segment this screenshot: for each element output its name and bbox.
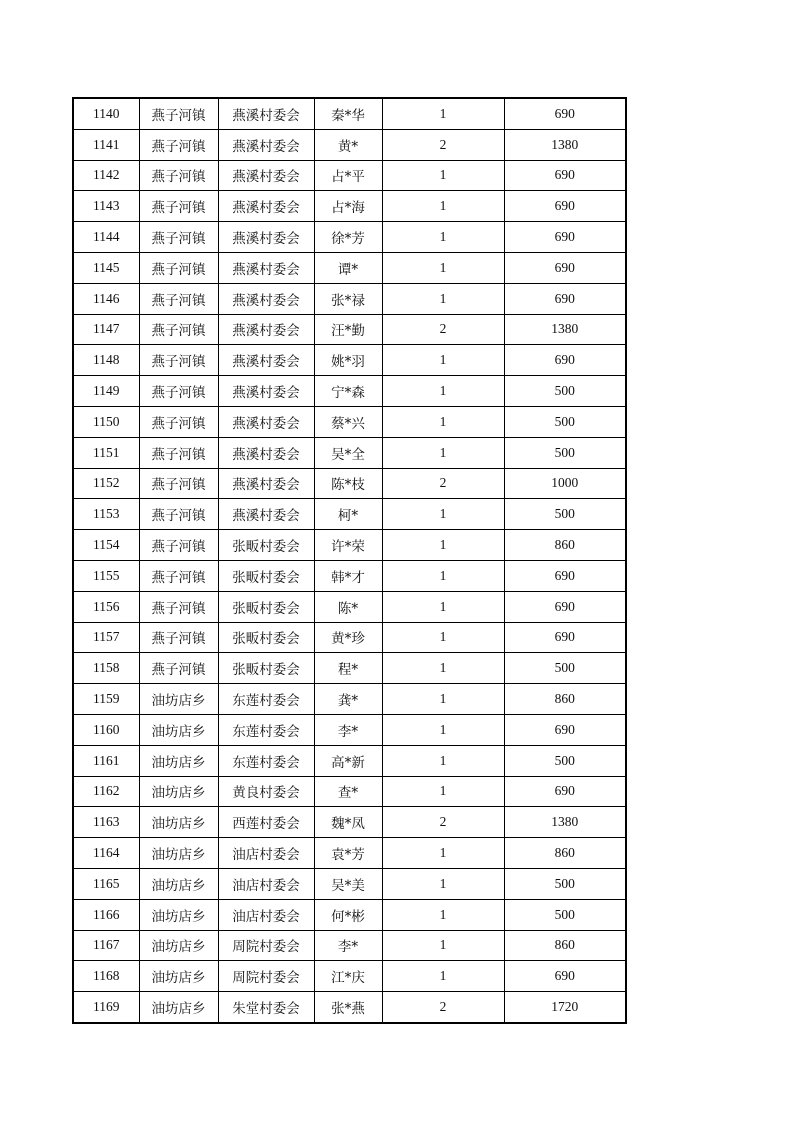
cell-township: 燕子河镇 xyxy=(139,160,218,191)
cell-township: 燕子河镇 xyxy=(139,406,218,437)
cell-person-name: 占*平 xyxy=(314,160,382,191)
cell-person-name: 查* xyxy=(314,776,382,807)
cell-household-count: 1 xyxy=(382,160,504,191)
cell-person-name: 吴*全 xyxy=(314,437,382,468)
cell-household-count: 1 xyxy=(382,345,504,376)
cell-household-count: 1 xyxy=(382,899,504,930)
cell-amount: 500 xyxy=(504,376,626,407)
cell-person-name: 程* xyxy=(314,653,382,684)
cell-serial-number: 1156 xyxy=(73,591,139,622)
table-row xyxy=(73,376,626,407)
cell-person-name: 姚*羽 xyxy=(314,345,382,376)
cell-village-committee: 燕溪村委会 xyxy=(218,283,314,314)
cell-serial-number: 1162 xyxy=(73,776,139,807)
cell-serial-number: 1166 xyxy=(73,899,139,930)
cell-person-name: 江*庆 xyxy=(314,961,382,992)
cell-township: 燕子河镇 xyxy=(139,345,218,376)
cell-serial-number: 1149 xyxy=(73,376,139,407)
cell-township: 油坊店乡 xyxy=(139,961,218,992)
cell-township: 燕子河镇 xyxy=(139,283,218,314)
cell-amount: 860 xyxy=(504,530,626,561)
cell-township: 燕子河镇 xyxy=(139,314,218,345)
cell-township: 油坊店乡 xyxy=(139,899,218,930)
cell-amount: 500 xyxy=(504,437,626,468)
cell-township: 燕子河镇 xyxy=(139,98,218,129)
cell-person-name: 蔡*兴 xyxy=(314,406,382,437)
cell-township: 燕子河镇 xyxy=(139,499,218,530)
cell-village-committee: 燕溪村委会 xyxy=(218,252,314,283)
cell-amount: 1000 xyxy=(504,468,626,499)
cell-household-count: 1 xyxy=(382,376,504,407)
cell-serial-number: 1167 xyxy=(73,930,139,961)
cell-person-name: 陈*枝 xyxy=(314,468,382,499)
cell-village-committee: 燕溪村委会 xyxy=(218,314,314,345)
table-row xyxy=(73,838,626,869)
cell-person-name: 谭* xyxy=(314,252,382,283)
cell-serial-number: 1140 xyxy=(73,98,139,129)
table-row xyxy=(73,530,626,561)
cell-amount: 690 xyxy=(504,345,626,376)
cell-household-count: 1 xyxy=(382,191,504,222)
cell-amount: 860 xyxy=(504,930,626,961)
table-row xyxy=(73,684,626,715)
cell-township: 油坊店乡 xyxy=(139,807,218,838)
cell-amount: 690 xyxy=(504,714,626,745)
cell-household-count: 1 xyxy=(382,560,504,591)
table-row xyxy=(73,899,626,930)
cell-township: 油坊店乡 xyxy=(139,992,218,1023)
cell-serial-number: 1142 xyxy=(73,160,139,191)
table-row xyxy=(73,98,626,129)
cell-village-committee: 张畈村委会 xyxy=(218,530,314,561)
cell-township: 燕子河镇 xyxy=(139,591,218,622)
table-row xyxy=(73,961,626,992)
cell-person-name: 汪*勤 xyxy=(314,314,382,345)
cell-village-committee: 油店村委会 xyxy=(218,899,314,930)
cell-household-count: 2 xyxy=(382,468,504,499)
cell-township: 燕子河镇 xyxy=(139,222,218,253)
cell-amount: 690 xyxy=(504,283,626,314)
cell-amount: 1380 xyxy=(504,129,626,160)
cell-person-name: 柯* xyxy=(314,499,382,530)
cell-amount: 500 xyxy=(504,653,626,684)
cell-household-count: 1 xyxy=(382,961,504,992)
cell-amount: 1720 xyxy=(504,992,626,1023)
cell-person-name: 陈* xyxy=(314,591,382,622)
table-row xyxy=(73,160,626,191)
cell-amount: 690 xyxy=(504,622,626,653)
cell-village-committee: 东莲村委会 xyxy=(218,714,314,745)
cell-village-committee: 燕溪村委会 xyxy=(218,98,314,129)
table-row xyxy=(73,252,626,283)
cell-serial-number: 1165 xyxy=(73,868,139,899)
cell-serial-number: 1148 xyxy=(73,345,139,376)
cell-household-count: 1 xyxy=(382,406,504,437)
table-row xyxy=(73,591,626,622)
cell-serial-number: 1161 xyxy=(73,745,139,776)
cell-person-name: 龚* xyxy=(314,684,382,715)
cell-township: 燕子河镇 xyxy=(139,129,218,160)
cell-serial-number: 1151 xyxy=(73,437,139,468)
cell-amount: 690 xyxy=(504,560,626,591)
cell-household-count: 1 xyxy=(382,530,504,561)
cell-amount: 860 xyxy=(504,838,626,869)
cell-person-name: 吴*美 xyxy=(314,868,382,899)
cell-amount: 860 xyxy=(504,684,626,715)
cell-amount: 690 xyxy=(504,591,626,622)
cell-serial-number: 1147 xyxy=(73,314,139,345)
cell-serial-number: 1155 xyxy=(73,560,139,591)
cell-serial-number: 1145 xyxy=(73,252,139,283)
cell-amount: 500 xyxy=(504,745,626,776)
cell-village-committee: 燕溪村委会 xyxy=(218,345,314,376)
cell-village-committee: 张畈村委会 xyxy=(218,591,314,622)
cell-township: 油坊店乡 xyxy=(139,684,218,715)
cell-household-count: 2 xyxy=(382,807,504,838)
table-row xyxy=(73,406,626,437)
cell-serial-number: 1154 xyxy=(73,530,139,561)
cell-village-committee: 燕溪村委会 xyxy=(218,437,314,468)
cell-household-count: 1 xyxy=(382,745,504,776)
cell-household-count: 1 xyxy=(382,222,504,253)
cell-person-name: 许*荣 xyxy=(314,530,382,561)
cell-serial-number: 1141 xyxy=(73,129,139,160)
table-row xyxy=(73,499,626,530)
cell-serial-number: 1169 xyxy=(73,992,139,1023)
table-row xyxy=(73,653,626,684)
cell-household-count: 2 xyxy=(382,129,504,160)
cell-household-count: 2 xyxy=(382,992,504,1023)
beneficiary-table xyxy=(72,97,627,1024)
cell-village-committee: 燕溪村委会 xyxy=(218,468,314,499)
cell-village-committee: 东莲村委会 xyxy=(218,684,314,715)
cell-amount: 1380 xyxy=(504,807,626,838)
table-row xyxy=(73,222,626,253)
table-row xyxy=(73,468,626,499)
cell-serial-number: 1159 xyxy=(73,684,139,715)
cell-person-name: 韩*才 xyxy=(314,560,382,591)
table-row xyxy=(73,622,626,653)
cell-township: 油坊店乡 xyxy=(139,776,218,807)
cell-person-name: 宁*森 xyxy=(314,376,382,407)
cell-serial-number: 1158 xyxy=(73,653,139,684)
cell-household-count: 1 xyxy=(382,622,504,653)
cell-household-count: 1 xyxy=(382,714,504,745)
cell-household-count: 1 xyxy=(382,838,504,869)
cell-household-count: 1 xyxy=(382,653,504,684)
cell-township: 油坊店乡 xyxy=(139,714,218,745)
table-row xyxy=(73,345,626,376)
cell-household-count: 1 xyxy=(382,283,504,314)
cell-village-committee: 燕溪村委会 xyxy=(218,222,314,253)
cell-household-count: 1 xyxy=(382,499,504,530)
cell-serial-number: 1160 xyxy=(73,714,139,745)
cell-person-name: 李* xyxy=(314,714,382,745)
cell-township: 燕子河镇 xyxy=(139,252,218,283)
cell-amount: 690 xyxy=(504,160,626,191)
cell-village-committee: 张畈村委会 xyxy=(218,653,314,684)
cell-household-count: 1 xyxy=(382,868,504,899)
cell-household-count: 1 xyxy=(382,591,504,622)
cell-household-count: 1 xyxy=(382,98,504,129)
table-row xyxy=(73,930,626,961)
cell-amount: 500 xyxy=(504,899,626,930)
cell-village-committee: 燕溪村委会 xyxy=(218,160,314,191)
cell-person-name: 占*海 xyxy=(314,191,382,222)
cell-serial-number: 1163 xyxy=(73,807,139,838)
cell-household-count: 1 xyxy=(382,437,504,468)
cell-township: 燕子河镇 xyxy=(139,622,218,653)
cell-village-committee: 朱堂村委会 xyxy=(218,992,314,1023)
cell-township: 燕子河镇 xyxy=(139,437,218,468)
table-row xyxy=(73,776,626,807)
table-row xyxy=(73,191,626,222)
cell-township: 油坊店乡 xyxy=(139,930,218,961)
table-row xyxy=(73,560,626,591)
cell-amount: 690 xyxy=(504,961,626,992)
cell-township: 燕子河镇 xyxy=(139,376,218,407)
cell-village-committee: 燕溪村委会 xyxy=(218,376,314,407)
cell-amount: 690 xyxy=(504,776,626,807)
cell-village-committee: 燕溪村委会 xyxy=(218,129,314,160)
cell-amount: 690 xyxy=(504,191,626,222)
cell-household-count: 1 xyxy=(382,252,504,283)
cell-serial-number: 1146 xyxy=(73,283,139,314)
table-row xyxy=(73,745,626,776)
cell-person-name: 黄* xyxy=(314,129,382,160)
table-row xyxy=(73,437,626,468)
cell-village-committee: 周院村委会 xyxy=(218,961,314,992)
cell-village-committee: 燕溪村委会 xyxy=(218,406,314,437)
cell-village-committee: 周院村委会 xyxy=(218,930,314,961)
cell-township: 油坊店乡 xyxy=(139,838,218,869)
table-row xyxy=(73,283,626,314)
cell-serial-number: 1152 xyxy=(73,468,139,499)
cell-township: 油坊店乡 xyxy=(139,745,218,776)
cell-village-committee: 张畈村委会 xyxy=(218,560,314,591)
cell-serial-number: 1143 xyxy=(73,191,139,222)
cell-serial-number: 1150 xyxy=(73,406,139,437)
table-row xyxy=(73,714,626,745)
cell-amount: 1380 xyxy=(504,314,626,345)
cell-village-committee: 西莲村委会 xyxy=(218,807,314,838)
cell-village-committee: 燕溪村委会 xyxy=(218,191,314,222)
cell-village-committee: 张畈村委会 xyxy=(218,622,314,653)
table-body xyxy=(73,98,626,1023)
cell-village-committee: 燕溪村委会 xyxy=(218,499,314,530)
cell-serial-number: 1157 xyxy=(73,622,139,653)
cell-person-name: 高*新 xyxy=(314,745,382,776)
cell-village-committee: 油店村委会 xyxy=(218,838,314,869)
cell-household-count: 1 xyxy=(382,776,504,807)
cell-person-name: 黄*珍 xyxy=(314,622,382,653)
cell-serial-number: 1153 xyxy=(73,499,139,530)
cell-amount: 690 xyxy=(504,222,626,253)
cell-person-name: 张*燕 xyxy=(314,992,382,1023)
cell-village-committee: 东莲村委会 xyxy=(218,745,314,776)
cell-person-name: 徐*芳 xyxy=(314,222,382,253)
cell-township: 燕子河镇 xyxy=(139,653,218,684)
cell-village-committee: 黄良村委会 xyxy=(218,776,314,807)
cell-amount: 500 xyxy=(504,499,626,530)
cell-person-name: 李* xyxy=(314,930,382,961)
cell-person-name: 张*禄 xyxy=(314,283,382,314)
cell-township: 燕子河镇 xyxy=(139,560,218,591)
cell-township: 油坊店乡 xyxy=(139,868,218,899)
cell-person-name: 秦*华 xyxy=(314,98,382,129)
table-row xyxy=(73,129,626,160)
cell-township: 燕子河镇 xyxy=(139,530,218,561)
table-row xyxy=(73,807,626,838)
cell-township: 燕子河镇 xyxy=(139,468,218,499)
cell-person-name: 袁*芳 xyxy=(314,838,382,869)
cell-serial-number: 1144 xyxy=(73,222,139,253)
cell-household-count: 1 xyxy=(382,930,504,961)
cell-village-committee: 油店村委会 xyxy=(218,868,314,899)
cell-household-count: 1 xyxy=(382,684,504,715)
cell-amount: 690 xyxy=(504,252,626,283)
cell-amount: 500 xyxy=(504,868,626,899)
cell-township: 燕子河镇 xyxy=(139,191,218,222)
table-row xyxy=(73,868,626,899)
cell-amount: 500 xyxy=(504,406,626,437)
cell-serial-number: 1168 xyxy=(73,961,139,992)
cell-household-count: 2 xyxy=(382,314,504,345)
cell-person-name: 魏*凤 xyxy=(314,807,382,838)
cell-serial-number: 1164 xyxy=(73,838,139,869)
cell-amount: 690 xyxy=(504,98,626,129)
table-row xyxy=(73,992,626,1023)
cell-person-name: 何*彬 xyxy=(314,899,382,930)
table-row xyxy=(73,314,626,345)
